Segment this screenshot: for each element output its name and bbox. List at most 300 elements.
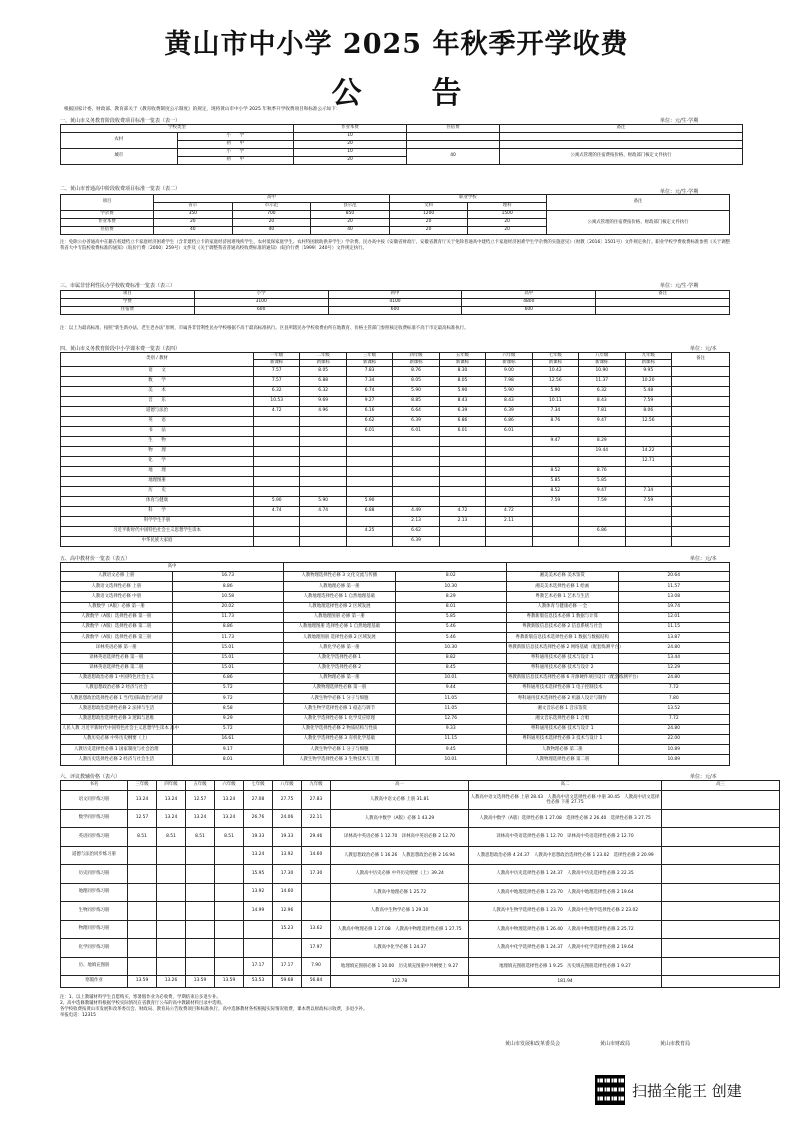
table-cell: 英 语	[61, 417, 254, 427]
table-cell	[439, 477, 485, 487]
table-cell: 八年级	[579, 353, 625, 360]
table-cell: 高一	[331, 781, 469, 791]
table-cell: 人教高中化学选择性必修 1 24.37 人教高中化学选择性必修 2 19.64	[469, 939, 662, 958]
table-cell: 7.59	[625, 497, 672, 507]
note-line: 注：1、以上教辅材料学生自愿购买，寒暑假作业为必收费，学期结束后多退少补。	[60, 995, 221, 1000]
table-row	[61, 622, 730, 632]
table-cell: 生 物	[61, 437, 254, 447]
section-2-title: 二、黄山市普通高中阶段收费项目标准一览表（表二）	[60, 186, 181, 192]
table-cell	[254, 517, 300, 527]
table-row	[61, 353, 730, 360]
table-cell: 7.59	[579, 497, 625, 507]
table-cell: 寒假作业	[61, 976, 128, 988]
table-cell: 人教高中地理选择性必修 1 23.70 人教高中地理选择性必修 2 19.64	[469, 883, 662, 902]
table-cell	[672, 377, 730, 387]
table-cell: 13.44	[618, 653, 730, 663]
table-cell	[532, 517, 578, 527]
table-cell: 15.01	[172, 653, 284, 663]
table-cell: 项目	[61, 195, 154, 211]
table-cell: 新课标	[486, 360, 532, 367]
unit-label-yuan: 单位：元/本	[690, 774, 717, 780]
table-cell: 人教思想政治选择性必修 3 逻辑与思维	[61, 714, 173, 724]
signer-2: 黄山市财政局	[600, 1041, 631, 1047]
table-cell	[579, 537, 625, 547]
table-cell	[393, 477, 439, 487]
note-line: 举报电话：12315	[60, 1012, 96, 1018]
table-cell: 人教化学选择性必修 1 化学反应原理	[284, 714, 396, 724]
table-cell: 5.72	[172, 724, 284, 734]
table-cell: 7.80	[618, 694, 730, 704]
table-cell: 6.16	[346, 407, 392, 417]
table-cell: 新课标	[393, 360, 439, 367]
table-cell	[579, 457, 625, 467]
table-cell: 12.56	[625, 417, 672, 427]
table-cell: 科 学	[61, 507, 254, 517]
table-cell: 8.76	[532, 417, 578, 427]
table-row	[61, 612, 730, 622]
table-cell	[393, 437, 439, 447]
table-cell: 5.90	[439, 387, 485, 397]
table-cell	[254, 447, 300, 457]
table-cell: 29.46	[302, 828, 331, 847]
table-cell: 24.80	[618, 643, 730, 653]
table-row	[61, 572, 730, 582]
table-cell: 10.30	[395, 643, 507, 653]
table-cell	[128, 957, 157, 976]
table-cell	[215, 902, 244, 921]
table-cell: 人教高中地理必修 1 25.72	[331, 883, 469, 902]
table-cell	[672, 367, 730, 377]
table-cell: 人教数学（A版）选择性必修 第三册	[61, 633, 173, 643]
table-cell	[393, 467, 439, 477]
table-cell: 道德与法治同步练习册	[61, 846, 128, 865]
table-cell: 9.45	[395, 745, 507, 755]
table-cell: 6.32	[254, 387, 300, 397]
table-cell	[157, 883, 186, 902]
table-cell: 59.68	[273, 976, 302, 988]
table-cell: 高二	[469, 781, 662, 791]
table-cell	[186, 846, 215, 865]
section-3-title: 三、市属非营利性民办学校收费标准一览表（表三）	[60, 283, 176, 289]
table-cell: 4.72	[254, 407, 300, 417]
table-cell: 24.80	[618, 724, 730, 734]
table-cell: 化学同步练习册	[61, 939, 128, 958]
table-row	[61, 517, 730, 527]
table-row	[61, 673, 730, 683]
table-cell	[346, 537, 392, 547]
table-cell: 8.06	[625, 407, 672, 417]
table-cell: 粤教艺术必修 1 艺术与生活	[507, 592, 619, 602]
table-cell: 六年级	[486, 353, 532, 360]
table-cell: 13.59	[215, 976, 244, 988]
table-cell: 53.53	[244, 976, 273, 988]
table-cell: 4.96	[300, 407, 346, 417]
table-cell: 粤科通用技术选择性必修 2 机器人设计与制作	[507, 694, 619, 704]
table-cell: 14.60	[302, 846, 331, 865]
table-cell: 20	[294, 141, 407, 149]
table-cell: 新课标	[532, 360, 578, 367]
table-cell	[486, 497, 532, 507]
table-cell: 人教思想政治必修 1 16.26 人教思想政治必修 2 16.94	[331, 846, 469, 865]
table-cell: 书名	[61, 781, 128, 791]
table-cell: 人教思想政治选择性必修 1 当代国际政治与经济	[61, 694, 173, 704]
table-cell: 8.52	[532, 467, 578, 477]
signer-1: 黄山市发展和改革委员会	[505, 1041, 561, 1047]
table-cell: 5.46	[395, 622, 507, 632]
table-4	[60, 352, 730, 547]
table-cell: 人民人教 习近平新时代中国特色社会主义思想学生读本 高中	[61, 724, 173, 734]
table-cell: 住宿费	[61, 307, 195, 315]
table-row	[61, 437, 730, 447]
unit-label-yuan: 单位：元/本	[690, 556, 717, 562]
table-cell: 13.87	[618, 633, 730, 643]
table-cell: 7.57	[254, 377, 300, 387]
table-cell	[532, 507, 578, 517]
table-cell: 人教体育与健康必修 一全	[507, 602, 619, 612]
table-cell: 一年级	[254, 353, 300, 360]
table-cell	[300, 457, 346, 467]
table-cell: 7.90	[302, 957, 331, 976]
table-cell: 19.33	[244, 828, 273, 847]
table-cell	[300, 477, 346, 487]
table-cell: 小 学	[177, 133, 294, 141]
table-cell	[672, 427, 730, 437]
table-cell: 人教高中物理必修 1 27.08 人教高中物理选择性必修 1 27.75	[331, 920, 469, 939]
table-cell: 7.72	[618, 714, 730, 724]
table-cell: 3100	[194, 299, 328, 307]
table-cell: 公寓式管理的住宿费按价格、财政部门核定文件执行	[547, 211, 730, 235]
page-subtitle: 公告	[331, 76, 532, 111]
table-row	[61, 582, 730, 592]
table-cell: 科学学生手册	[61, 517, 254, 527]
table-cell	[486, 537, 532, 547]
table-cell: 5.48	[625, 387, 672, 397]
table-cell: 13.24	[215, 791, 244, 810]
table-cell: 初 中	[177, 141, 294, 149]
table-cell: 6.88	[300, 377, 346, 387]
table-cell: 作业本费	[294, 125, 407, 133]
table-cell: 1200	[389, 211, 468, 219]
table-cell	[186, 939, 215, 958]
table-cell: 新课标	[625, 360, 672, 367]
table-cell	[662, 883, 780, 902]
table-cell: 住宿费	[407, 125, 500, 133]
table-cell: 8.01	[395, 602, 507, 612]
table-cell: 5.90	[254, 497, 300, 507]
table-cell: 40	[407, 149, 500, 165]
table-cell: 8.43	[579, 397, 625, 407]
table-cell: 人教高中数学（A版）选择性必修 1 27.08 选择性必修 2 26.40 选择性必修 3 27.75	[469, 809, 662, 828]
table-cell: 9.72	[172, 694, 284, 704]
table-row	[61, 291, 730, 299]
table-cell	[486, 437, 532, 447]
table-cell: 6.39	[393, 537, 439, 547]
table-cell: 10.53	[254, 397, 300, 407]
table-cell: 人教数学（A版）必修 第一册	[61, 602, 173, 612]
table-cell	[300, 527, 346, 537]
table-cell	[254, 417, 300, 427]
table-cell: 14.60	[273, 883, 302, 902]
table-cell	[157, 865, 186, 884]
table-cell	[532, 427, 578, 437]
table-cell: 14.22	[625, 447, 672, 457]
table-row	[61, 397, 730, 407]
table-cell: 20	[389, 219, 468, 227]
table-cell: 20	[468, 219, 547, 227]
table-cell: 作业本费	[61, 219, 154, 227]
table-cell: 9.33	[395, 724, 507, 734]
table-cell: 粤教新版信息技术选择性必修 6 开源硬件项目设计（配套练测平台）	[507, 673, 619, 683]
table-cell: 13.62	[302, 920, 331, 939]
table-row	[61, 643, 730, 653]
table-cell	[532, 447, 578, 457]
table-cell: 人教历史选择性必修 2 经济与社会生活	[61, 755, 173, 765]
table-cell: 地理填充图册选择性必修 1 9.25 历史填充图册选择性必修 1 9.27	[469, 957, 662, 976]
table-cell: 湘文音乐必修 1 音乐鉴赏	[507, 704, 619, 714]
table-row	[61, 477, 730, 487]
table-cell: 8.51	[157, 828, 186, 847]
table-row	[61, 602, 730, 612]
table-cell	[439, 537, 485, 547]
table-cell: 人教思想政治必修 2 经济与社会	[61, 684, 173, 694]
table-cell: 5.90	[393, 387, 439, 397]
table-cell	[662, 809, 780, 828]
table-cell: 10.90	[579, 367, 625, 377]
table-cell: 7.59	[625, 397, 672, 407]
table-cell: 2.13	[393, 517, 439, 527]
table-row	[61, 633, 730, 643]
table-cell: 8.76	[579, 467, 625, 477]
table-cell: 译林高中英语选择性必修 1 12.70 译林高中英语选择性必修 2 12.70	[469, 828, 662, 847]
table-cell	[579, 427, 625, 437]
table-cell: 19.44	[579, 447, 625, 457]
table-cell: 6.62	[393, 527, 439, 537]
table-cell: 新课标	[300, 360, 346, 367]
table-cell	[186, 957, 215, 976]
table-cell	[346, 437, 392, 447]
table-cell	[532, 457, 578, 467]
table-cell: 粤科通用技术必修 技术与设计 2	[507, 663, 619, 673]
table-cell: 地理同步练习册	[61, 883, 128, 902]
table-cell	[300, 427, 346, 437]
table-cell	[672, 407, 730, 417]
table-cell	[672, 507, 730, 517]
table-cell: 四年级	[157, 781, 186, 791]
table-cell: 湘文音乐选择性必修 1 合唱	[507, 714, 619, 724]
table-cell: 27.75	[273, 791, 302, 810]
section-5-title: 五、高中教材价一览表（表五）	[60, 556, 131, 562]
table-cell: 6.74	[346, 387, 392, 397]
table-cell: 5.90	[346, 497, 392, 507]
table-cell: 数学同步练习册	[61, 809, 128, 828]
table-cell: 24.80	[618, 673, 730, 683]
table-cell: 13.24	[157, 791, 186, 810]
table-cell	[507, 563, 730, 572]
table-cell	[407, 133, 500, 141]
table-row	[61, 920, 780, 939]
table-cell	[662, 902, 780, 921]
table-cell: 7.81	[579, 407, 625, 417]
table-cell: 人教数学（A版）选择性必修 第一册	[61, 612, 173, 622]
table-cell: 粤教新版信息技术必修 1 数据与计算	[507, 612, 619, 622]
table-cell	[300, 487, 346, 497]
table-cell: 40	[154, 227, 233, 235]
table-cell: 4.72	[486, 507, 532, 517]
table-cell	[532, 537, 578, 547]
table-cell: 20	[468, 227, 547, 235]
table-cell: 美 术	[61, 387, 254, 397]
table-cell	[439, 467, 485, 477]
table-cell	[486, 447, 532, 457]
table-cell: 译林英语选择性必修 第二册	[61, 663, 173, 673]
unit-label: 单位：元/生·学期	[660, 118, 699, 124]
table-cell: 人教地理图册 选择性必修 2 区域发展	[284, 633, 396, 643]
table-cell: 生物同步练习册	[61, 902, 128, 921]
unit-label: 单位：元/生·学期	[660, 283, 699, 289]
table-cell: 人教地理必修 第一册	[284, 582, 396, 592]
table-cell: 三年级	[128, 781, 157, 791]
table-cell	[625, 427, 672, 437]
table-cell	[579, 517, 625, 527]
table-row	[61, 704, 730, 714]
table-cell: 4.74	[254, 507, 300, 517]
table-cell: 10	[294, 149, 407, 157]
table-cell: 9.47	[532, 437, 578, 447]
table-cell: 书 法	[61, 427, 254, 437]
table-cell: 备注	[596, 291, 730, 299]
table-cell: 8.51	[128, 828, 157, 847]
table-cell	[186, 883, 215, 902]
table-cell: 13.24	[128, 791, 157, 810]
table-cell	[672, 487, 730, 497]
table-cell: 850	[311, 211, 390, 219]
table-cell	[439, 447, 485, 457]
table-cell	[157, 957, 186, 976]
table-cell	[128, 846, 157, 865]
table-cell	[672, 447, 730, 457]
table-cell: 六年级	[215, 781, 244, 791]
table-row	[61, 537, 730, 547]
table-cell: 人教思想政治必修 1 中国特色社会主义	[61, 673, 173, 683]
table-cell: 6.39	[486, 407, 532, 417]
table-cell	[662, 791, 780, 810]
table-cell: 19.33	[273, 828, 302, 847]
table-cell: 地理填充图册必修 1 10.00 历史填充图册中外纲要上 9.27	[331, 957, 469, 976]
table-cell	[439, 497, 485, 507]
table-cell	[662, 828, 780, 847]
table-cell: 13.24	[157, 809, 186, 828]
table-cell: 24.06	[273, 809, 302, 828]
table-cell: 粤科通用技术必修 技术与设计 1	[507, 653, 619, 663]
table-cell	[672, 477, 730, 487]
table-cell: 七年级	[244, 781, 273, 791]
table-cell: 人教语文必修 上册	[61, 572, 173, 582]
table-cell	[215, 957, 244, 976]
table-cell: 项目	[61, 291, 195, 299]
table-cell: 6.32	[300, 387, 346, 397]
table-cell: 6.86	[486, 417, 532, 427]
table-cell: 新课标	[346, 360, 392, 367]
table-cell: 10.30	[395, 582, 507, 592]
table-cell: 11.05	[395, 704, 507, 714]
table-cell	[439, 457, 485, 467]
table-cell: 17.97	[302, 939, 331, 958]
table-cell: 新课标	[579, 360, 625, 367]
table-cell: 10.89	[618, 745, 730, 755]
table-cell	[625, 527, 672, 537]
table-cell	[273, 939, 302, 958]
table-cell: 13.08	[618, 592, 730, 602]
table-cell: 粤教新版信息技术选择性必修 2 网络基础（配套练测平台）	[507, 643, 619, 653]
table-cell: 人教高中语文选择性必修 上册 28.43 人教高中语文选择性必修 中册 30.45 人教高中语文选择性必修 下册 27.75	[469, 791, 662, 810]
table-cell: 12.56	[532, 377, 578, 387]
table-cell: 20.02	[172, 602, 284, 612]
table-cell: 习近平新时代中国特色社会主义思想学生读本	[61, 527, 254, 537]
table-cell	[300, 467, 346, 477]
table-cell	[672, 387, 730, 397]
table-cell: 7.72	[618, 684, 730, 694]
table-cell: 地 理	[61, 467, 254, 477]
table-cell: 10.01	[395, 755, 507, 765]
table-cell: 20	[154, 219, 233, 227]
table-cell: 1500	[468, 211, 547, 219]
table-row	[61, 663, 730, 673]
table-cell: 4.74	[300, 507, 346, 517]
table-cell	[486, 467, 532, 477]
table-cell: 6.86	[172, 673, 284, 683]
table-row	[61, 457, 730, 467]
table-cell: 7.34	[346, 377, 392, 387]
table-row	[61, 133, 743, 141]
table-cell: 6.01	[346, 427, 392, 437]
table-cell: 6.01	[393, 427, 439, 437]
table-cell: 8.05	[439, 377, 485, 387]
table-cell: 人教生物学必修 1 分子与细胞	[284, 694, 396, 704]
table-cell: 13.24	[215, 809, 244, 828]
table-cell: 九年级	[302, 781, 331, 791]
table-cell: 9.29	[172, 714, 284, 724]
table-cell: 人教物理必修 第一册	[284, 673, 396, 683]
table-cell	[596, 307, 730, 315]
table-cell: 历史同步练习册	[61, 865, 128, 884]
table-cell: 5.90	[486, 387, 532, 397]
table-cell: 小学	[194, 291, 328, 299]
table-cell: 6.86	[439, 417, 485, 427]
table-cell: 理科	[468, 203, 547, 211]
table-cell	[300, 537, 346, 547]
table-cell: 13.24	[244, 846, 273, 865]
table-cell: 13.24	[186, 809, 215, 828]
table-cell: 2.13	[439, 517, 485, 527]
table-cell	[215, 846, 244, 865]
table-cell: 8.51	[215, 828, 244, 847]
section-4-title: 四、黄山市义务教育阶段中小学课本费一览表（表四）	[60, 346, 181, 352]
table-cell	[284, 563, 507, 572]
table-cell: 6.39	[439, 407, 485, 417]
table-cell	[157, 902, 186, 921]
table-cell: 14.99	[244, 902, 273, 921]
table-cell: 粤科通用技术选择性必修 1 电子控制技术	[507, 684, 619, 694]
table-cell	[439, 437, 485, 447]
scanner-watermark: 扫描全能王 创建	[632, 1082, 742, 1100]
table-cell: 7.34	[625, 487, 672, 497]
table-cell	[393, 487, 439, 497]
table-cell: 6.64	[393, 407, 439, 417]
table-cell: 学杂费	[61, 211, 154, 219]
table-cell: 备注	[500, 125, 743, 133]
table-cell: 人教物理必修 第二册	[507, 745, 619, 755]
table-cell: 人教化学必修 第一册	[284, 643, 396, 653]
